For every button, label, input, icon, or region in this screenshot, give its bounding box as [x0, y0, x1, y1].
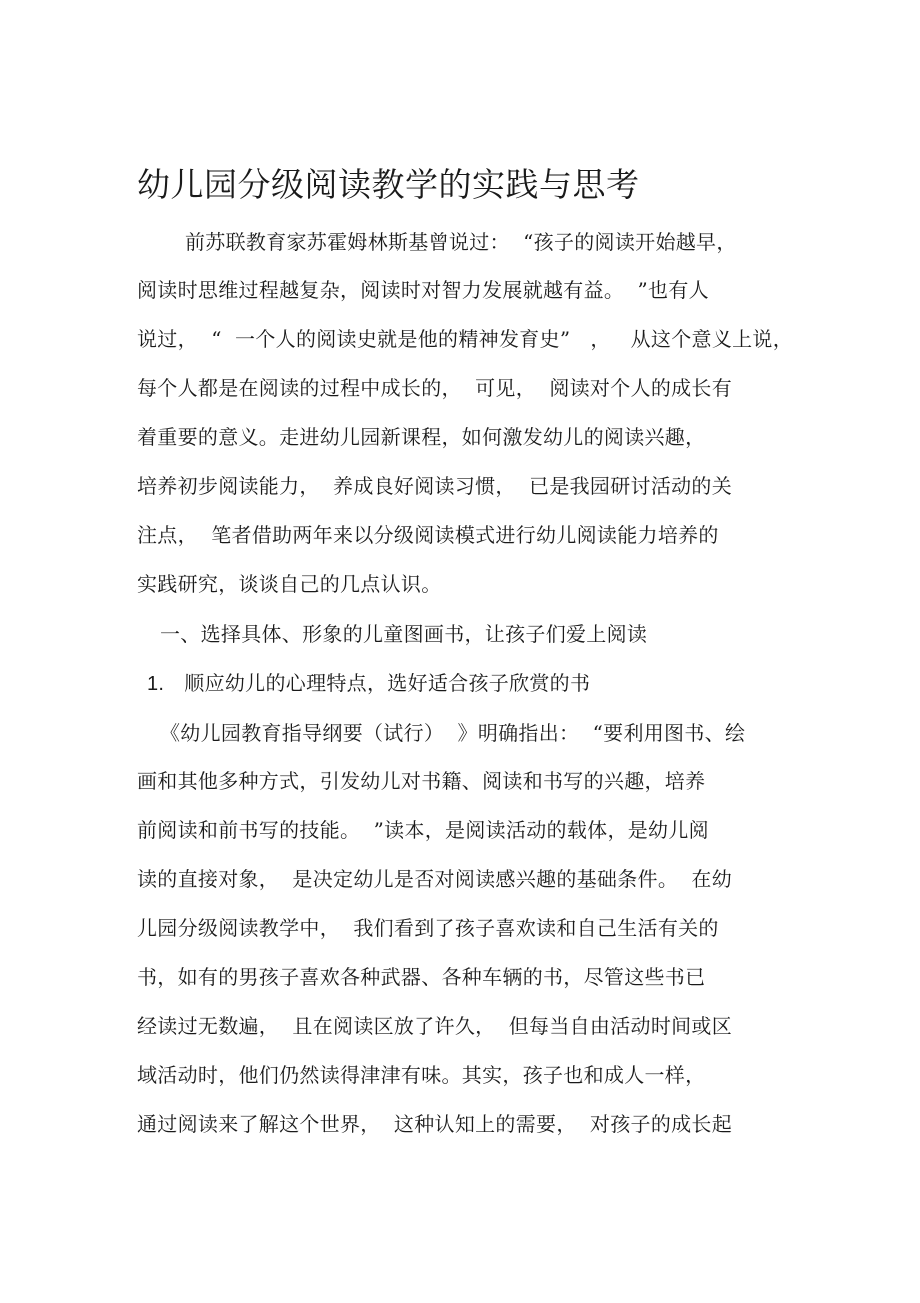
- paragraph-line: 《幼儿园教育指导纲要（试行） 》明确指出： “要利用图书、绘: [160, 721, 746, 745]
- paragraph-line: 阅读时思维过程越复杂，阅读时对智力发展就越有益。 ”也有人: [137, 278, 709, 302]
- subsection-heading: [147, 669, 590, 698]
- paragraph-line: 前苏联教育家苏霍姆林斯基曾说过： “孩子的阅读开始越早，: [185, 230, 737, 254]
- paragraph-line: 经读过无数遍， 且在阅读区放了许久， 但每当自由活动时间或区: [137, 1014, 733, 1038]
- paragraph-line: 每个人都是在阅读的过程中成长的， 可见， 阅读对个人的成长有: [137, 376, 733, 400]
- paragraph-line: 书，如有的男孩子喜欢各种武器、各种车辆的书，尽管这些书已: [137, 965, 706, 989]
- paragraph-line: 通过阅读来了解这个世界， 这种认知上的需要， 对孩子的成长起: [137, 1112, 733, 1136]
- document-title: 幼儿园分级阅读教学的实践与思考: [137, 165, 640, 204]
- paragraph-line: 注点， 笔者借助两年来以分级阅读模式进行幼儿阅读能力培养的: [137, 523, 719, 547]
- paragraph-line: 说过， “ 一个人的阅读史就是他的精神发育史” ， 从这个意义上说，: [137, 327, 794, 351]
- paragraph-line: 画和其他多种方式，引发幼儿对书籍、阅读和书写的兴趣，培养: [137, 769, 706, 793]
- paragraph-line: 前阅读和前书写的技能。 ”读本，是阅读活动的载体，是幼儿阅: [137, 818, 709, 842]
- subsection-number: 1.: [147, 673, 165, 695]
- paragraph-line: 读的直接对象， 是决定幼儿是否对阅读感兴趣的基础条件。 在幼: [137, 867, 733, 891]
- paragraph-line: 培养初步阅读能力， 养成良好阅读习惯， 已是我园研讨活动的关: [137, 474, 733, 498]
- paragraph-line: 着重要的意义。走进幼儿园新课程，如何激发幼儿的阅读兴趣，: [137, 425, 706, 449]
- paragraph-line: 域活动时，他们仍然读得津津有味。其实，孩子也和成人一样，: [137, 1063, 706, 1087]
- paragraph-line: 儿园分级阅读教学中， 我们看到了孩子喜欢读和自己生活有关的: [137, 916, 719, 940]
- subsection-title: 顺应幼儿的心理特点，选好适合孩子欣赏的书: [184, 671, 591, 695]
- paragraph-line: 实践研究，谈谈自己的几点认识。: [137, 572, 442, 596]
- section-heading: 一、选择具体、形象的儿童图画书，让孩子们爱上阅读: [160, 622, 648, 646]
